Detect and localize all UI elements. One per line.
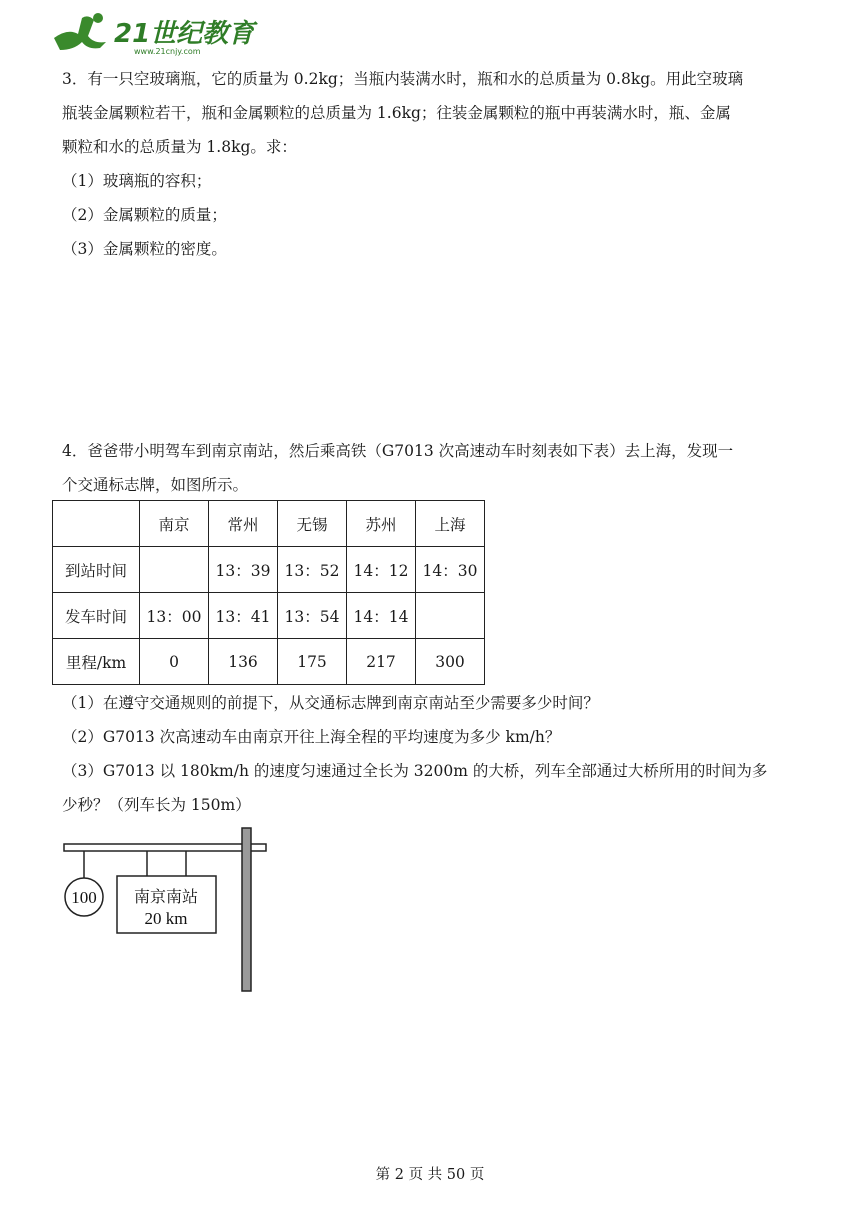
question-3-line-2: 瓶装金属颗粒若干，瓶和金属颗粒的总质量为 1.6kg；往装金属颗粒的瓶中再装满水时，瓶、金属 [62,104,731,122]
table-cell: 苏州 [347,501,416,547]
table-cell: 13：41 [209,593,278,639]
table-cell: 175 [278,639,347,685]
question-3-sub-3: （3）金属颗粒的密度。 [62,240,227,258]
table-cell: 上海 [416,501,485,547]
table-cell: 13：39 [209,547,278,593]
question-3-line-1: 3．有一只空玻璃瓶，它的质量为 0.2kg；当瓶内装满水时，瓶和水的总质量为 0.8kg。用此空玻璃 [62,70,744,88]
table-row [53,593,485,639]
question-3-sub-2: （2）金属颗粒的质量； [62,206,227,224]
table-cell: 发车时间 [53,593,140,639]
table-cell: 到站时间 [53,547,140,593]
timetable [52,500,485,685]
table-cell: 14：14 [347,593,416,639]
speed-limit-value: 100 [71,888,97,907]
question-3-line-3: 颗粒和水的总质量为 1.8kg。求： [62,138,297,156]
table-cell: 常州 [209,501,278,547]
sign-pole [242,828,251,991]
question-4-line-1: 4．爸爸带小明驾车到南京南站，然后乘高铁（G7013 次高速动车时刻表如下表）去上海，发现一 [62,442,734,460]
distance-sign-destination: 南京南站 [133,887,199,906]
question-4-subquestions [62,686,802,822]
question-4-sub-3-cont: 少秒？（列车长为 150m） [62,796,251,814]
sign-crossbar [64,844,266,851]
logo-url: www.21cnjy.com [134,47,201,56]
table-cell: 里程/km [53,639,140,685]
table-cell: 136 [209,639,278,685]
logo-graphic [48,10,288,56]
table-cell [140,547,209,593]
question-4 [62,434,802,502]
table-cell: 300 [416,639,485,685]
question-3-sub-1: （1）玻璃瓶的容积； [62,172,212,190]
timetable-header-row [53,501,485,547]
table-row [53,639,485,685]
runner-head-icon [93,13,103,23]
table-cell: 0 [140,639,209,685]
table-cell: 南京 [140,501,209,547]
distance-sign-distance: 20 km [144,909,188,928]
table-cell: 13：52 [278,547,347,593]
traffic-sign-figure [60,826,280,996]
question-4-sub-2: （2）G7013 次高速动车由南京开往上海全程的平均速度为多少 km/h？ [62,728,561,746]
table-cell: 14：30 [416,547,485,593]
table-cell: 14：12 [347,547,416,593]
question-4-sub-3: （3）G7013 以 180km/h 的速度匀速通过全长为 3200m 的大桥，列车全部通过大桥所用的时间为多 [62,762,768,780]
table-cell: 13：00 [140,593,209,639]
question-3 [62,62,802,266]
table-cell: 无锡 [278,501,347,547]
question-4-sub-1: （1）在遵守交通规则的前提下，从交通标志牌到南京南站至少需要多少时间？ [62,694,599,712]
table-cell: 217 [347,639,416,685]
logo-text: 21世纪教育 [114,19,255,49]
question-4-line-2: 个交通标志牌，如图所示。 [62,476,249,494]
table-cell [416,593,485,639]
table-cell [53,501,140,547]
site-logo [48,10,288,56]
table-row [53,547,485,593]
table-cell: 13：54 [278,593,347,639]
page-footer: 第 2 页 共 50 页 [375,1167,485,1183]
